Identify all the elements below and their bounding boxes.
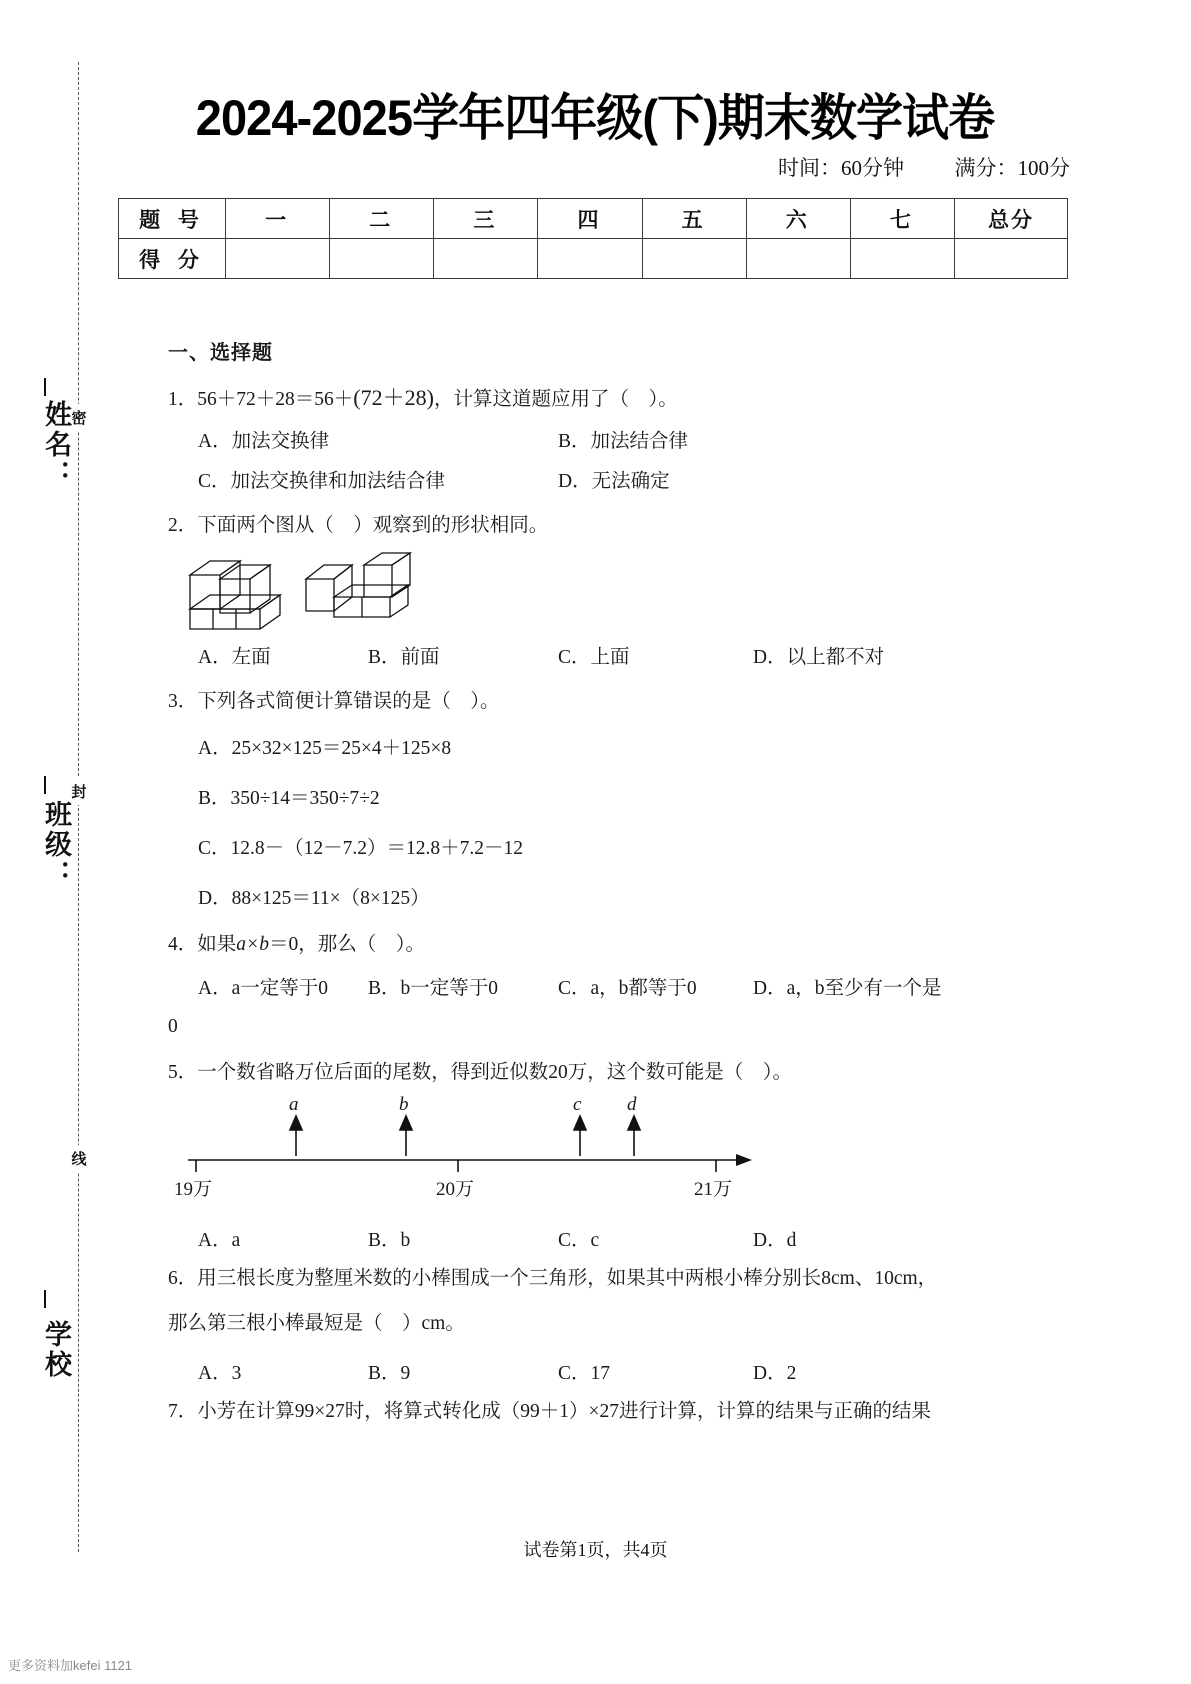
score-table: [118, 198, 1068, 279]
number-line-label-a: a: [289, 1094, 299, 1116]
score-table-label-score: 得 分: [119, 239, 226, 279]
score-table-col-2: 二: [330, 199, 434, 239]
question-4-expression: a×b: [236, 933, 269, 955]
score-cell-5[interactable]: [642, 239, 746, 279]
watermark-text: 更多资料加kefei 1121: [8, 1658, 133, 1673]
seal-mark-feng: 封: [62, 778, 96, 805]
question-2-stem: [168, 511, 998, 541]
question-1-option-c[interactable]: C．加法交换律和加法结合律: [198, 471, 446, 493]
question-2-index: 2．: [168, 515, 198, 537]
score-cell-total[interactable]: [955, 239, 1068, 279]
question-1-stem: [168, 381, 998, 415]
question-1-option-a[interactable]: A．加法交换律: [198, 431, 330, 453]
score-table-label-question-no: 题 号: [119, 199, 226, 239]
question-4-stem-pre: 如果: [197, 933, 237, 955]
question-6-options-row: [168, 1357, 998, 1389]
page-footer: 试卷第1页，共4页: [523, 1540, 668, 1560]
question-5-option-a[interactable]: A．a: [198, 1230, 241, 1252]
question-2-stem-text: 下面两个图从（ ）观察到的形状相同。: [197, 515, 549, 537]
class-field-rule: [44, 776, 46, 794]
question-1-index: 1．: [168, 389, 198, 410]
question-4-option-c[interactable]: C．a，b都等于0: [558, 977, 697, 999]
question-7-index: 7．: [168, 1400, 198, 1422]
question-3-option-d[interactable]: D．88×125＝11×（8×125）: [198, 887, 430, 909]
question-6-option-b[interactable]: B．9: [368, 1362, 411, 1384]
question-4-option-d-wrap: 0: [168, 1015, 178, 1037]
question-2-option-c[interactable]: C．上面: [558, 647, 630, 669]
cube-figure-left: [182, 551, 292, 633]
exam-meta: [110, 152, 1070, 182]
score-table-col-7: 七: [850, 199, 954, 239]
question-6-index: 6．: [168, 1268, 198, 1290]
score-table-header-row: [119, 199, 1068, 239]
seal-dashed-line: [78, 62, 79, 1552]
side-field-name: 姓名：: [41, 400, 71, 490]
question-5-index: 5．: [168, 1062, 198, 1084]
question-3-stem-text: 下列各式简便计算错误的是（ ）。: [197, 691, 500, 713]
name-field-rule: [44, 378, 46, 396]
question-5-option-d[interactable]: D．d: [753, 1230, 797, 1252]
question-3-stem: [168, 687, 998, 717]
score-table-col-5: 五: [642, 199, 746, 239]
school-field-rule: [44, 1290, 46, 1308]
question-5-option-b[interactable]: B．b: [368, 1230, 411, 1252]
question-3-option-b[interactable]: B．350÷14＝350÷7÷2: [198, 787, 380, 809]
question-4-option-a[interactable]: A．a一定等于0: [198, 977, 328, 999]
seal-mark-mi: 密: [62, 404, 96, 431]
number-line-label-b: b: [399, 1094, 409, 1116]
question-4-option-b[interactable]: B．b一定等于0: [368, 977, 499, 999]
question-7-stem-line-1: [168, 1397, 998, 1427]
question-1-options-row-1: [168, 425, 998, 457]
question-5-options-row: [168, 1224, 998, 1256]
score-cell-1[interactable]: [226, 239, 330, 279]
score-cell-7[interactable]: [850, 239, 954, 279]
question-2-option-d[interactable]: D．以上都不对: [753, 647, 885, 669]
question-3-option-c[interactable]: C．12.8－（12－7.2）＝12.8＋7.2－12: [198, 837, 524, 859]
question-6-option-c[interactable]: C．17: [558, 1362, 611, 1384]
score-cell-3[interactable]: [434, 239, 538, 279]
score-table-col-3: 三: [434, 199, 538, 239]
section-heading-choice: 一、选择题: [168, 342, 273, 364]
score-table-col-4: 四: [538, 199, 642, 239]
question-1-stem-post: ，计算这道题应用了（ ）。: [433, 389, 678, 410]
cube-figure-right: [300, 551, 415, 633]
score-table-col-1: 一: [226, 199, 330, 239]
exam-full-score: 满分：100分: [954, 156, 1070, 180]
number-line-tick-19wan: 19万: [174, 1179, 213, 1201]
question-4-option-d[interactable]: D．a，b至少有一个是: [753, 977, 942, 999]
page-title: 2024-2025学年四年级(下)期末数学试卷: [195, 90, 995, 146]
question-1-option-b[interactable]: B．加法结合律: [558, 431, 689, 453]
question-5-stem: [168, 1058, 998, 1088]
question-2-option-a[interactable]: A．左面: [198, 647, 271, 669]
question-6-option-a[interactable]: A．3: [198, 1362, 242, 1384]
question-3-option-a[interactable]: A．25×32×125＝25×4＋125×8: [198, 737, 452, 759]
number-line-label-c: c: [573, 1094, 582, 1116]
side-field-class: 班级：: [41, 800, 71, 890]
question-4-index: 4．: [168, 933, 198, 955]
question-1-option-d[interactable]: D．无法确定: [558, 471, 670, 493]
question-1-expr-paren: (72＋28): [353, 385, 434, 410]
question-1-options-row-2: [168, 465, 998, 497]
question-5-stem-text: 一个数省略万位后面的尾数，得到近似数20万，这个数可能是（ ）。: [197, 1062, 793, 1084]
score-cell-2[interactable]: [330, 239, 434, 279]
number-line-label-d: d: [627, 1094, 637, 1116]
question-7-stem-text-1: 小芳在计算99×27时，将算式转化成（99＋1）×27进行计算，计算的结果与正确的结果: [197, 1400, 932, 1422]
question-6-stem-text-1: 用三根长度为整厘米数的小棒围成一个三角形，如果其中两根小棒分别长8cm、10cm，: [197, 1268, 938, 1290]
question-6-option-d[interactable]: D．2: [753, 1362, 797, 1384]
seal-margin: [0, 0, 110, 1684]
question-3-index: 3．: [168, 691, 198, 713]
score-cell-4[interactable]: [538, 239, 642, 279]
question-4-options-row: [168, 972, 998, 1004]
question-4-stem-post: ＝0，那么（ ）。: [268, 933, 425, 955]
question-6-stem-line-2: 那么第三根小棒最短是（ ）cm。: [168, 1312, 465, 1334]
score-table-col-total: 总分: [955, 199, 1068, 239]
number-line-tick-21wan: 21万: [694, 1179, 733, 1201]
question-2-option-b[interactable]: B．前面: [368, 647, 440, 669]
seal-mark-xian: 线: [62, 1145, 96, 1172]
score-table-score-row: [119, 239, 1068, 279]
side-field-school: 学校: [41, 1320, 71, 1380]
question-content: [168, 336, 998, 1434]
question-2-options-row: [168, 641, 998, 673]
score-table-col-6: 六: [746, 199, 850, 239]
question-6-stem-line-1: [168, 1264, 998, 1294]
question-5-option-c[interactable]: C．c: [558, 1230, 600, 1252]
exam-time: 时间：60分钟: [778, 156, 904, 180]
question-5-figure: [168, 1094, 998, 1208]
score-cell-6[interactable]: [746, 239, 850, 279]
question-1-expr-pre: 56＋72＋28＝56＋: [197, 389, 354, 410]
question-2-figure: [182, 551, 998, 635]
number-line-tick-20wan: 20万: [436, 1179, 475, 1201]
question-4-stem: [168, 930, 998, 960]
